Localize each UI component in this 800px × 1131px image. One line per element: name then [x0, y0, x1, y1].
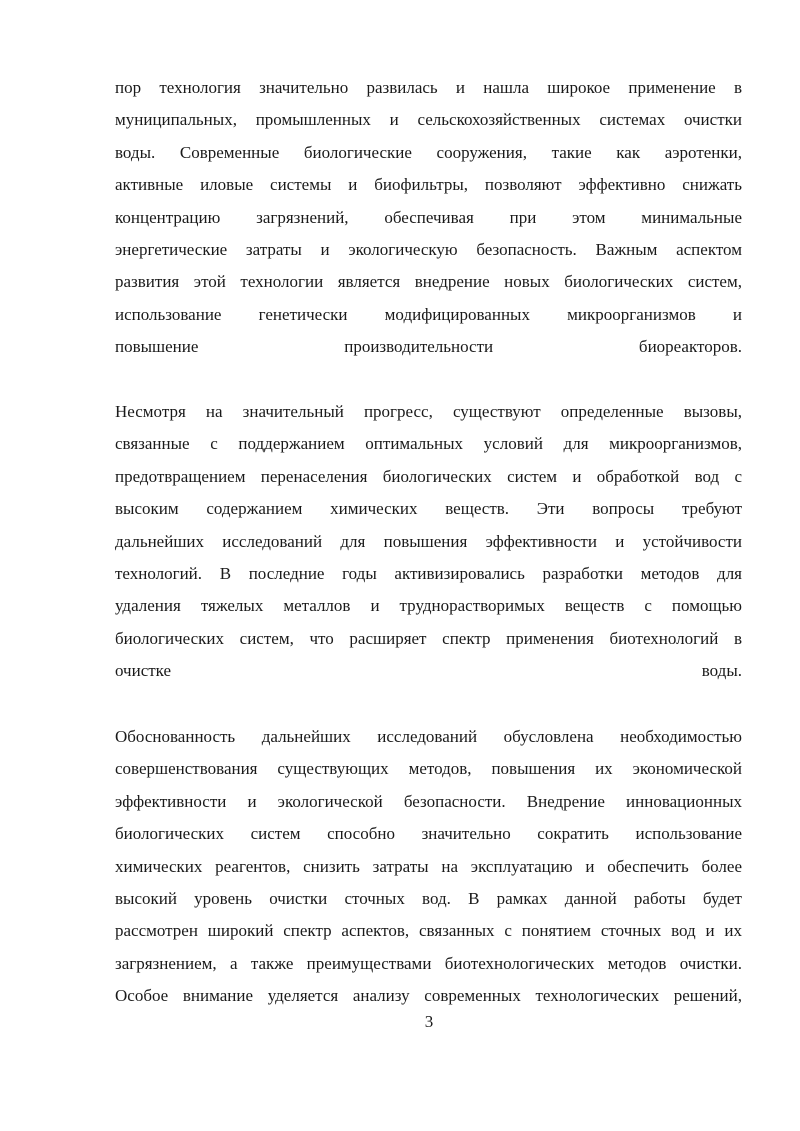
text-line: загрязнением, а также преимуществами биотехнологических методов очистки.: [115, 953, 742, 973]
paragraph-3: [115, 721, 742, 1013]
text-line: концентрацию загрязнений, обеспечивая при этом минимальные: [115, 207, 742, 227]
text-line: дальнейших исследований для повышения эффективности и устойчивости: [115, 531, 742, 551]
text-line: рассмотрен широкий спектр аспектов, связанных с понятием сточных вод и их: [115, 921, 742, 941]
text-line: Обоснованность дальнейших исследований обусловлена необходимостью: [115, 727, 742, 746]
text-line: высокий уровень очистки сточных вод. В рамках данной работы будет: [115, 888, 742, 908]
text-line: Несмотря на значительный прогресс, существуют определенные вызовы,: [115, 402, 742, 421]
text-line: совершенствования существующих методов, повышения их экономической: [115, 759, 742, 779]
text-line: энергетические затраты и экологическую безопасность. Важным аспектом: [115, 239, 742, 259]
page-number: 3: [424, 1012, 434, 1031]
paragraph-1: [115, 72, 742, 364]
text-line: развития этой технологии является внедрение новых биологических систем,: [115, 272, 742, 292]
text-line: активные иловые системы и биофильтры, позволяют эффективно снижать: [115, 175, 742, 195]
text-line: пор технология значительно развилась и нашла широкое применение в: [115, 78, 742, 97]
text-line: эффективности и экологической безопасности. Внедрение инновационных: [115, 791, 742, 811]
paragraph-2: [115, 396, 742, 688]
text-line: очистке воды.: [115, 661, 742, 681]
text-line: использование генетически модифицированных микроорганизмов и: [115, 304, 742, 324]
text-line: биологических систем способно значительно сократить использование: [115, 824, 742, 844]
text-line: химических реагентов, снизить затраты на эксплуатацию и обеспечить более: [115, 856, 742, 876]
text-line: биологических систем, что расширяет спектр применения биотехнологий в: [115, 628, 742, 648]
text-line: высоким содержанием химических веществ. Эти вопросы требуют: [115, 499, 742, 519]
text-line: технологий. В последние годы активизировались разработки методов для: [115, 563, 742, 583]
text-line: воды. Современные биологические сооружения, такие как аэротенки,: [115, 142, 742, 162]
text-line: Особое внимание уделяется анализу современных технологических решений,: [115, 986, 742, 1006]
text-line: повышение производительности биореакторов.: [115, 337, 742, 357]
text-line: удаления тяжелых металлов и труднорастворимых веществ с помощью: [115, 596, 742, 616]
text-line: предотвращением перенаселения биологических систем и обработкой вод с: [115, 466, 742, 486]
text-line: связанные с поддержанием оптимальных условий для микроорганизмов,: [115, 434, 742, 454]
text-line: муниципальных, промышленных и сельскохозяйственных системах очистки: [115, 110, 742, 130]
